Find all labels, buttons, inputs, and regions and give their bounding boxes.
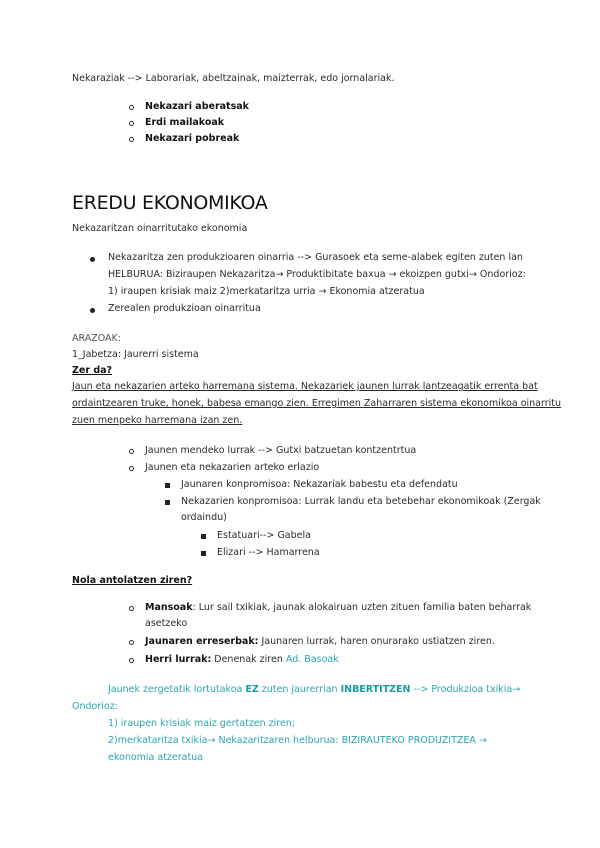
mansoak-text: : Lur sail txikiak, jaunak alokairuan uzten zituen familia baten beharrak bbox=[192, 602, 532, 613]
dot-bullet-icon bbox=[90, 305, 95, 318]
herri-item bbox=[145, 653, 339, 666]
mansoak-label: Mansoak bbox=[145, 602, 193, 613]
tax-item-church: Elizari --> Hamarrena bbox=[217, 547, 320, 558]
circle-bullet-icon bbox=[129, 655, 134, 668]
zer-da-heading: Zer da? bbox=[72, 365, 113, 376]
conclusion-line-5: ekonomia atzeratua bbox=[108, 752, 204, 763]
sub-item-2: Jaunen eta nekazarien arteko erlazio bbox=[145, 462, 320, 473]
circle-bullet-icon bbox=[129, 603, 134, 616]
sub-sub-item-1: Jaunaren konpromisoa: Nekazariak babestu eta defendatu bbox=[181, 479, 458, 490]
page-title: EREDU EKONOMIKOA bbox=[72, 192, 268, 214]
sub-sub-item-2-line-2: ordaindu) bbox=[181, 512, 227, 523]
mansoak-item bbox=[145, 601, 531, 614]
bullet-2: Zerealen produkzioan oinarritua bbox=[108, 303, 261, 314]
conclusion-ez: EZ bbox=[245, 684, 259, 695]
circle-bullet-icon bbox=[129, 463, 134, 476]
bullet-1-line-1: Nekazaritza zen produkzioaren oinarria --> Gurasoek eta seme-alabek egiten zuten lan bbox=[108, 252, 523, 263]
erreserbak-label: Jaunaren erreserbak: bbox=[145, 636, 259, 647]
conclusion-line-1 bbox=[108, 683, 520, 696]
conclusion-line-4: 2)merkataritza txikia→ Nekazaritzaren helburua: BIZIRAUTEKO PRODUZITZEA → bbox=[108, 735, 487, 746]
paragraph-line-1: Jaun eta nekazarien arteko harremana sistema. Nekazariek jaunen lurrak lantzeagatik errenta bat bbox=[72, 381, 538, 392]
square-bullet-icon bbox=[201, 531, 206, 544]
tax-item-state: Estatuari--> Gabela bbox=[217, 530, 311, 541]
conclusion-part-3: --> Produkzioa txikia→ bbox=[410, 684, 521, 695]
herri-example: Ad. Basoak bbox=[285, 654, 339, 665]
mansoak-text-2: asetzeko bbox=[145, 618, 188, 629]
conclusion-line-2: Ondorioz: bbox=[72, 701, 118, 712]
sub-sub-item-2-line-1: Nekazarien konpromisoa: Lurrak landu eta betebehar ekonomikoak (Zergak bbox=[181, 496, 541, 507]
square-bullet-icon bbox=[165, 497, 170, 510]
conclusion-line-3: 1) iraupen krisiak maiz gertatzen ziren; bbox=[108, 718, 296, 729]
bullet-1-line-2: HELBURUA: Biziraupen Nekazaritza→ Produktibitate baxua → ekoizpen gutxi→ Ondorioz: bbox=[108, 269, 526, 280]
arazoak-item-1: 1_Jabetza: Jaurerri sistema bbox=[72, 349, 199, 360]
circle-bullet-icon bbox=[129, 134, 134, 147]
sub-item-1: Jaunen mendeko lurrak --> Gutxi batzuetan kontzentrtua bbox=[145, 445, 417, 456]
farmer-type-1: Nekazari aberatsak bbox=[145, 101, 249, 112]
conclusion-part-2: zuten jaurerrian bbox=[258, 684, 341, 695]
nola-heading: Nola antolatzen ziren? bbox=[72, 575, 193, 586]
farmer-type-2: Erdi mailakoak bbox=[145, 117, 225, 128]
arazoak-heading: ARAZOAK: bbox=[72, 333, 121, 344]
herri-label: Herri lurrak: bbox=[145, 654, 212, 665]
farmer-type-3: Nekazari pobreak bbox=[145, 133, 240, 144]
conclusion-part-1: Jaunek zergetatik lortutakoa bbox=[108, 684, 246, 695]
circle-bullet-icon bbox=[129, 102, 134, 115]
conclusion-inbertitzen: INBERTITZEN bbox=[340, 684, 411, 695]
circle-bullet-icon bbox=[129, 446, 134, 459]
square-bullet-icon bbox=[201, 548, 206, 561]
intro-text: Nekaraziak --> Laborariak, abeltzainak, maizterrak, edo jornalariak. bbox=[72, 73, 395, 84]
herri-text: Denenak ziren bbox=[211, 654, 286, 665]
erreserbak-item bbox=[145, 635, 495, 648]
paragraph-line-3: zuen menpeko harremana izan zen. bbox=[72, 415, 243, 426]
circle-bullet-icon bbox=[129, 637, 134, 650]
paragraph-line-2: ordaintzearen truke, honek, babesa emango zien. Erregimen Zaharraren sistema ekonomikoa oinarritu bbox=[72, 398, 562, 409]
subtitle: Nekazaritzan oinarritutako ekonomia bbox=[72, 223, 248, 234]
square-bullet-icon bbox=[165, 480, 170, 493]
erreserbak-text: Jaunaren lurrak, haren onurarako ustiatzen ziren. bbox=[258, 636, 495, 647]
bullet-1-line-3: 1) iraupen krisiak maiz 2)merkataritza urria → Ekonomia atzeratua bbox=[108, 286, 425, 297]
dot-bullet-icon bbox=[90, 254, 95, 267]
circle-bullet-icon bbox=[129, 118, 134, 131]
